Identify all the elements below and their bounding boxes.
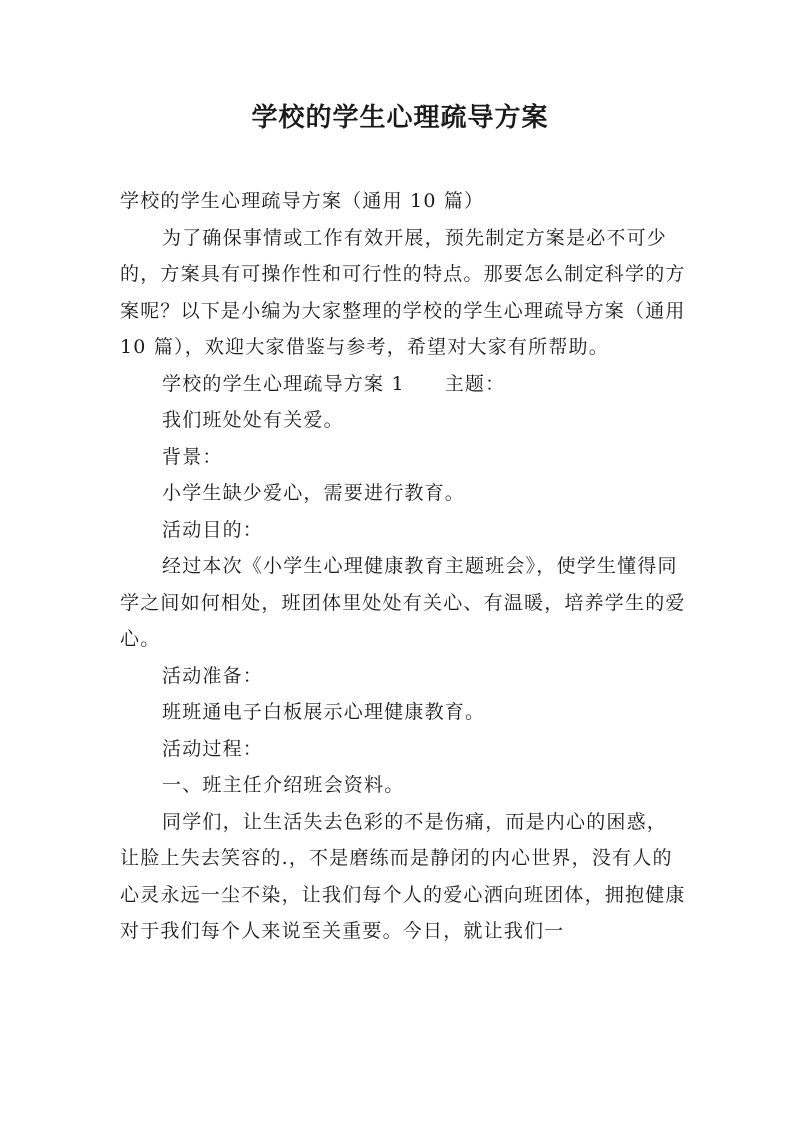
background-value: 小学生缺少爱心，需要进行教育。 <box>162 482 466 504</box>
prep-value: 班班通电子白板展示心理健康教育。 <box>162 701 486 723</box>
intro-paragraph: 为了确保事情或工作有效开展，预先制定方案是必不可少的，方案具有可操作性和可行性的特点。那要怎么制定科学的方案呢？以下是小编为大家整理的学校的学生心理疏导方案（通用 10 篇），欢迎大家借鉴与参考，希望对大家有所帮助。 <box>120 226 686 358</box>
section-heading-line <box>120 366 686 403</box>
goal-label: 活动目的： <box>162 518 264 541</box>
theme-value: 我们班处处有关爱。 <box>162 409 344 431</box>
prep-label: 活动准备： <box>162 664 264 687</box>
background-label: 背景： <box>162 445 223 468</box>
theme-label: 主题： <box>444 372 506 395</box>
document-body <box>120 183 686 950</box>
step-one: 一、班主任介绍班会资料。 <box>162 774 405 796</box>
goal-paragraph: 经过本次《小学生心理健康教育主题班会》，使学生懂得同学之间如何相处，班团体里处处有关心、有温暖，培养学生的爱心。 <box>120 555 686 650</box>
closing-paragraph: 同学们，让生活失去色彩的不是伤痛，而是内心的困惑，让脸上失去笑容的.，不是磨练而是静闭的内心世界，没有人的心灵永远一尘不染，让我们每个人的爱心洒向班团体，拥抱健康对于我们每个人来说至关重要。今日，就让我们一 <box>120 810 686 942</box>
document-title: 学校的学生心理疏导方案 <box>251 103 549 133</box>
section-heading: 学校的学生心理疏导方案 1 <box>162 372 405 395</box>
process-label: 活动过程： <box>162 737 264 760</box>
document-subtitle: 学校的学生心理疏导方案（通用 10 篇） <box>120 190 485 212</box>
